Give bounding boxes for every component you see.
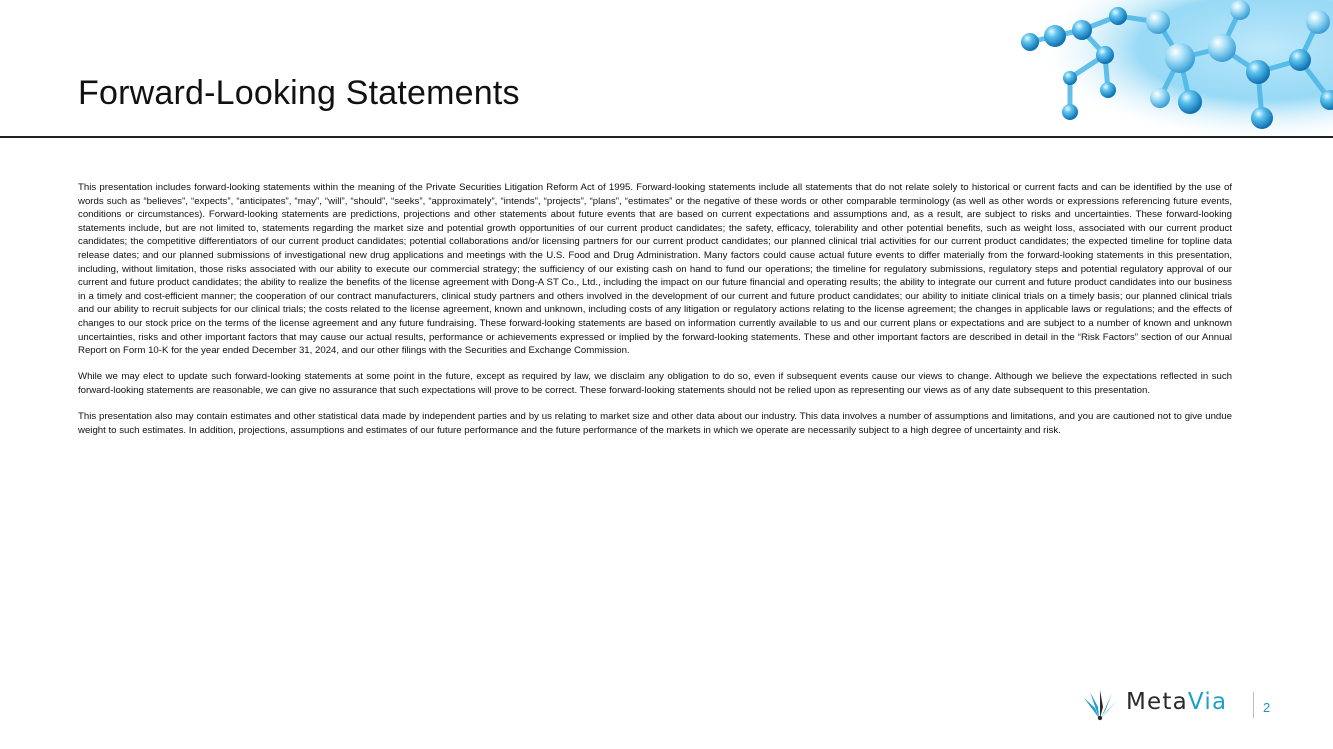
logo-word-meta: Meta [1126, 689, 1188, 715]
molecule-illustration [1000, 0, 1333, 136]
page-number: 2 [1263, 700, 1271, 715]
header-divider [0, 136, 1333, 138]
starburst-leaf-icon [1080, 688, 1120, 722]
footer-divider [1253, 692, 1254, 718]
page-title: Forward-Looking Statements [78, 74, 520, 112]
paragraph-no-obligation: While we may elect to update such forward-looking statements at some point in the future, except as required by law, we disclaim any obligation to do so, even if subsequent events cause our views to change. Although we believe the expectations reflected in such forward-looking statements are reasonable, we can give no assurance that such expectations will prove to be correct. These forward-looking statements should not be relied upon as representing our views as of any date subsequent to this presentation. [78, 371, 1232, 396]
logo-word-via: Via [1187, 689, 1228, 715]
paragraph-forward-looking: This presentation includes forward-looking statements within the meaning of the Private Securities Litigation Reform Act of 1995. Forward-looking statements include all statements that do not relate solely to historical or current facts and can be identified by the use of words such as “believes”, “expects”, “anticipates”, “may”, “will”, “should”, “seeks”, “approximately”, “intends”, “projects”, “plans”, “estimates” or the negative of these words or other comparable terminology (as well as other words or expressions referencing future events, conditions or circumstances). Forward-looking statements are predictions, projections and other statements about future events that are based on current expectations and assumptions and, as a result, are subject to risks and uncertainties. These forward-looking statements include, but are not limited to, statements regarding the market size and potential growth opportunities of our current product candidates; the safety, efficacy, tolerability and other potential benefits, such as weight loss, associated with our current product candidates; the competitive differentiators of our current product candidates; potential collaborations and/or licensing partners for our current product candidates; our planned clinical trial activities for our current product candidates; the expected timeline for topline data release dates; and our planned submissions of investigational new drug applications and meetings with the U.S. Food and Drug Administration. Many factors could cause actual future events to differ materially from the forward-looking statements in this presentation, including, without limitation, those risks associated with our ability to execute our commercial strategy; the sufficiency of our existing cash on hand to fund our operations; the timeline for regulatory submissions, regulatory steps and potential regulatory approval of our current and future product candidates; the ability to realize the benefits of the license agreement with Dong-A ST Co., Ltd., including the impact on our future financial and operating results; the ability to integrate our current and future product candidates into our business in a timely and cost-efficient manner; the cooperation of our contract manufacturers, clinical study partners and others involved in the development of our current and future product candidates; our ability to initiate clinical trials on a timely basis; our planned clinical trials and our ability to recruit subjects for our clinical trials; the costs related to the license agreement, known and unknown, including costs of any litigation or regulatory actions relating to the license agreement; the changes in applicable laws or regulations; and the effects of changes to our stock price on the terms of the license agreement and any future fundraising. These forward-looking statements are based on information currently available to us and our current plans or expectations and are subject to a number of known and unknown uncertainties, risks and other important factors that may cause our actual results, performance or achievements expressed or implied by the forward-looking statements. These and other important factors are described in detail in the “Risk Factors” section of our Annual Report on Form 10-K for the year ended December 31, 2024, and our other filings with the Securities and Exchange Commission. [78, 182, 1232, 357]
paragraph-estimates: This presentation also may contain estimates and other statistical data made by independent parties and by us relating to market size and other data about our industry. This data involves a number of assumptions and limitations, and you are cautioned not to give undue weight to such estimates. In addition, projections, assumptions and estimates of our future performance and the future performance of the markets in which we operate are necessarily subject to a high degree of uncertainty and risk. [78, 410, 1232, 436]
metavia-logo [1080, 688, 1240, 722]
logo-wordmark [1126, 689, 1227, 715]
disclaimer-body [78, 181, 1232, 450]
